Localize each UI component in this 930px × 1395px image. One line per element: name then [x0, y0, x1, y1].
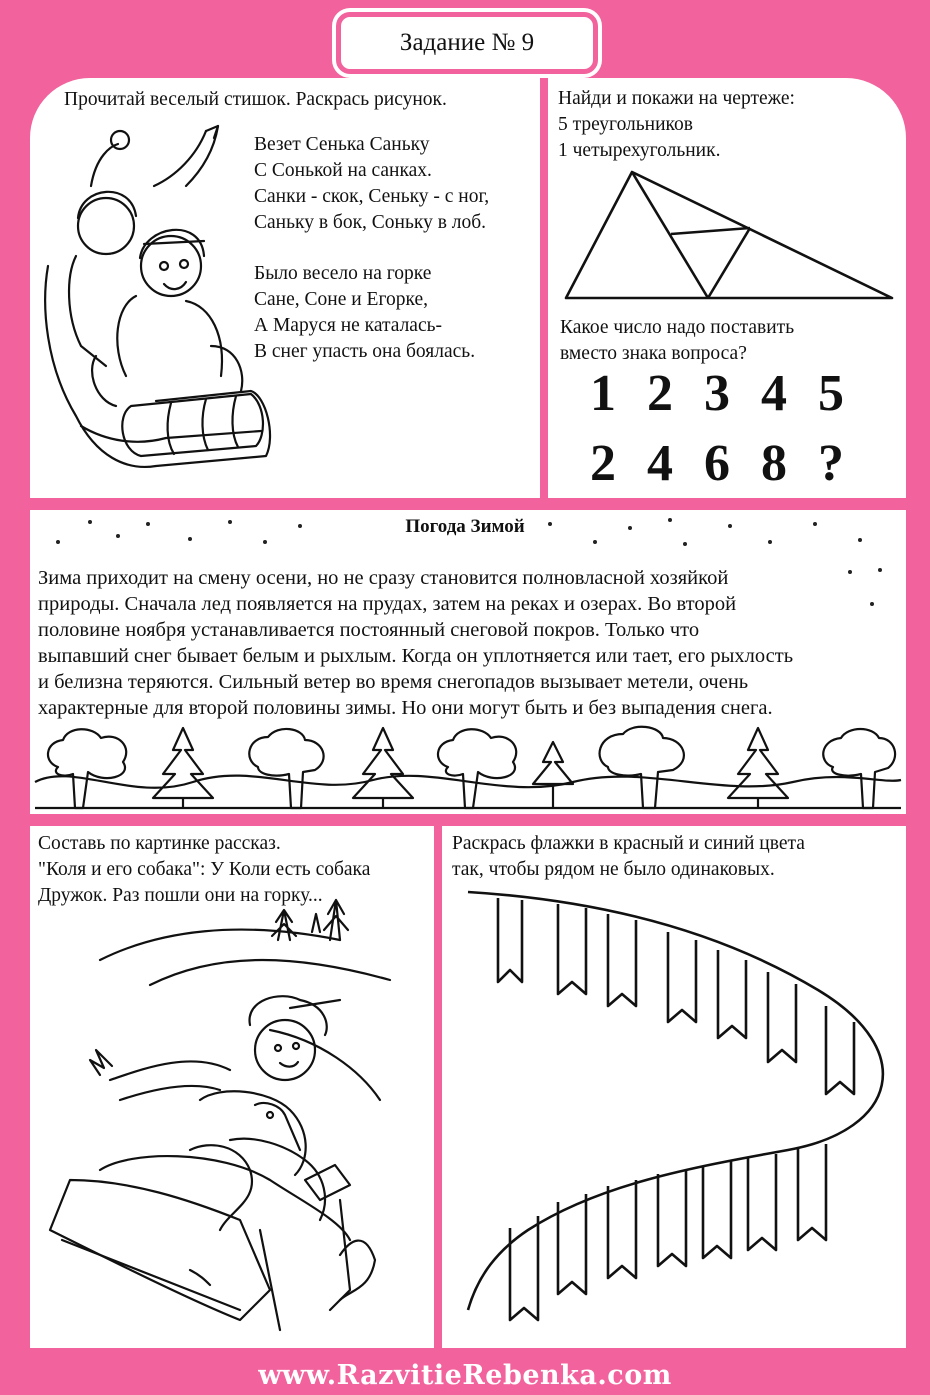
flag-shape	[558, 904, 586, 994]
flag-shape	[718, 950, 746, 1038]
weather-paragraph-line: и белизна теряются. Сильный ветер во время снегопадов вызывает метели, очень	[38, 671, 749, 693]
sequence-number: 6	[704, 435, 730, 492]
sequence-number: 4	[761, 365, 787, 422]
weather-paragraph-line: Зима приходит на смену осени, но не сразу становится полновласной хозяйкой	[38, 567, 729, 589]
flag-shape	[798, 1144, 826, 1240]
poem-line: В снег упасть она боялась.	[254, 341, 476, 362]
sled-kids-illustration	[36, 116, 276, 486]
flag-shape	[558, 1194, 586, 1294]
page-title: Задание № 9	[336, 12, 598, 74]
weather-paragraph-line: половине ноября устанавливается постоянный снеговой покров. Только что	[38, 619, 700, 641]
poem-line: С Сонькой на санках.	[254, 160, 432, 181]
geometry-line: 1 четырехугольник.	[558, 140, 721, 161]
flag-shape	[608, 1180, 636, 1278]
weather-paragraph-line: природы. Сначала лед появляется на прудах, затем на реках и озерах. Во второй	[38, 593, 737, 615]
story-line: "Коля и его собака": У Коли есть собака	[38, 859, 371, 880]
sequence-number: 5	[818, 365, 844, 422]
flag-shape	[668, 932, 696, 1022]
flag-shape	[498, 898, 522, 982]
boy-dog-sled-illustration	[40, 900, 400, 1340]
sequence-number: 1	[590, 365, 616, 422]
poem-line: Санки - скок, Сеньку - с ног,	[254, 186, 490, 207]
poem-line: Было весело на горке	[254, 263, 432, 284]
flag-shape	[826, 1006, 854, 1094]
sequence-question: Какое число надо поставить	[560, 317, 795, 338]
flag-shape	[703, 1161, 731, 1258]
sequence-question-mark: ?	[818, 435, 844, 492]
geometry-line: 5 треугольников	[558, 114, 693, 135]
flag-shape	[748, 1154, 776, 1250]
sequence-number: 2	[647, 365, 673, 422]
poem-line: А Маруся не каталась-	[254, 315, 443, 336]
poem-instruction: Прочитай веселый стишок. Раскрась рисунок.	[64, 89, 447, 110]
flags-garland	[448, 890, 888, 1330]
footer-site[interactable]: www.RazvitieRebenka.com	[258, 1360, 672, 1391]
poem-line: Саньку в бок, Соньку в лоб.	[254, 212, 487, 233]
flag-shape	[768, 972, 796, 1062]
story-line: Дружок. Раз пошли они на горку...	[38, 885, 323, 906]
sequence-number: 8	[761, 435, 787, 492]
flags-line: Раскрась флажки в красный и синий цвета	[452, 833, 805, 854]
sequence-number: 2	[590, 435, 616, 492]
weather-paragraph-line: выпавший снег бывает белым и рыхлым. Когда он уплотняется или тает, его рыхлость	[38, 645, 794, 667]
triangles-figure	[560, 166, 900, 306]
poem-line: Сане, Соне и Егорке,	[254, 289, 428, 310]
flag-shape	[658, 1170, 686, 1266]
trees-border	[33, 722, 903, 812]
geometry-line: Найди и покажи на чертеже:	[558, 88, 795, 109]
sequence-number: 3	[704, 365, 730, 422]
flag-shape	[608, 914, 636, 1006]
flags-line: так, чтобы рядом не было одинаковых.	[452, 859, 775, 880]
weather-paragraph-line: характерные для второй половины зимы. Но они могут быть и без выпадения снега.	[38, 697, 773, 719]
sequence-question: вместо знака вопроса?	[560, 343, 747, 364]
sequence-number: 4	[647, 435, 673, 492]
story-line: Составь по картинке рассказ.	[38, 833, 281, 854]
poem-line: Везет Сенька Саньку	[254, 134, 430, 155]
weather-title: Погода Зимой	[405, 516, 525, 537]
